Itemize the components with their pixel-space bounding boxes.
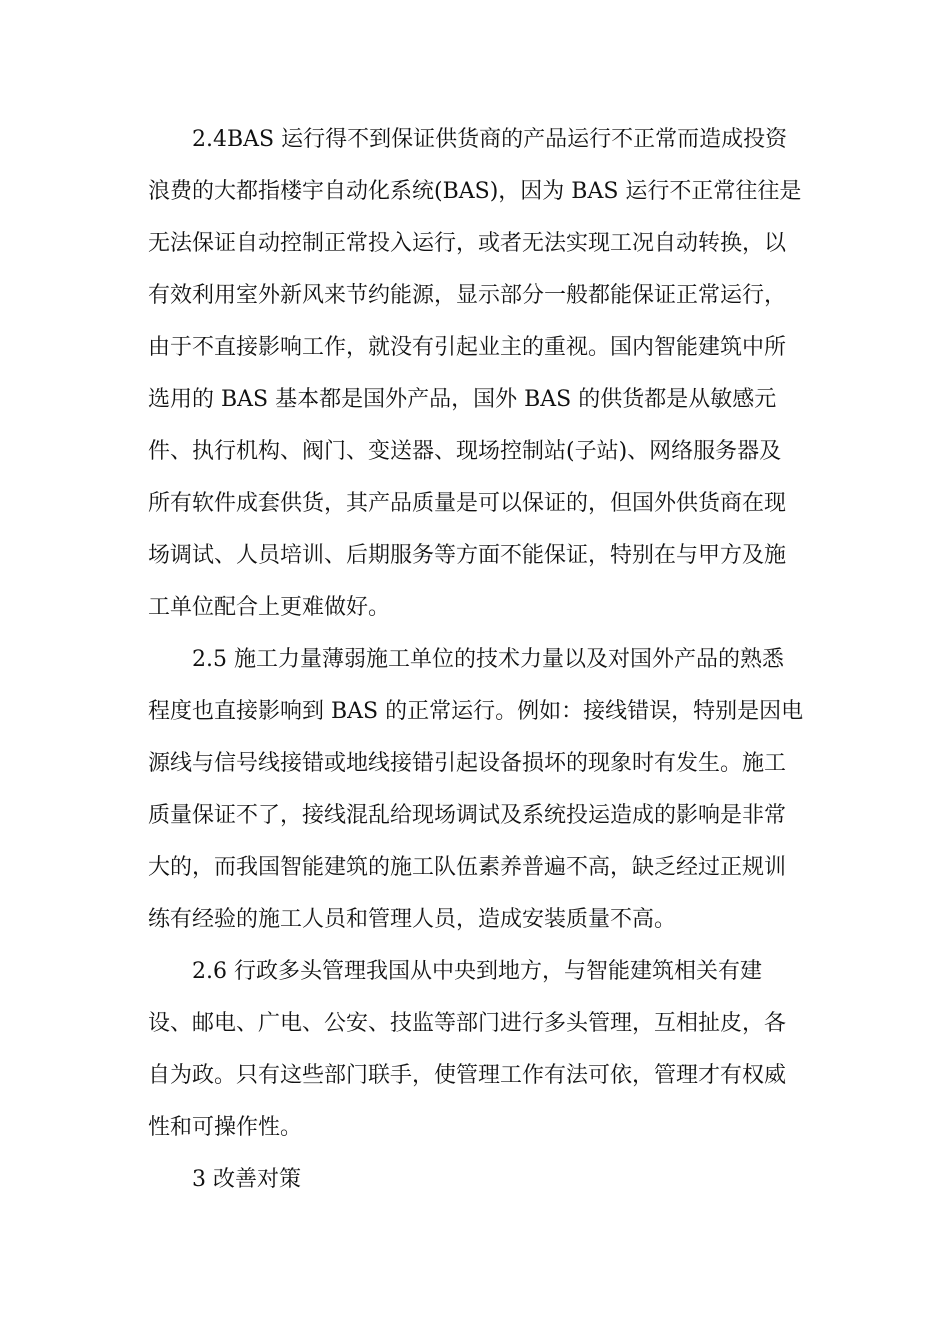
text-line: 工单位配合上更难做好。: [148, 595, 391, 620]
text-line: 练有经验的施工人员和管理人员，造成安装质量不高。: [148, 907, 677, 932]
text-line: 大的，而我国智能建筑的施工队伍素养普遍不高，缺乏经过正规训: [148, 855, 787, 880]
text-line: 场调试、人员培训、后期服务等方面不能保证，特别在与甲方及施: [148, 543, 787, 568]
text-line: 性和可操作性。: [148, 1115, 303, 1140]
text-line: 所有软件成套供货，其产品质量是可以保证的，但国外供货商在现: [148, 491, 787, 516]
text-line: 由于不直接影响工作，就没有引起业主的重视。国内智能建筑中所: [148, 335, 787, 360]
text-line: 2.6 行政多头管理我国从中央到地方，与智能建筑相关有建: [192, 959, 762, 984]
text-line: 有效利用室外新风来节约能源，显示部分一般都能保证正常运行，: [148, 283, 787, 308]
section-heading-3: [148, 1154, 808, 1206]
text-line: 浪费的大都指楼宇自动化系统(BAS)，因为 BAS 运行不正常往往是: [148, 179, 802, 204]
paragraph-2-5-construction: [148, 634, 808, 946]
text-line: 2.4BAS 运行得不到保证供货商的产品运行不正常而造成投资: [192, 127, 788, 152]
document-body: [148, 114, 808, 1206]
paragraph-2-4-bas-operation: [148, 114, 808, 634]
text-line: 件、执行机构、阀门、变送器、现场控制站(子站)、网络服务器及: [148, 439, 782, 464]
text-line: 设、邮电、广电、公安、技监等部门进行多头管理，互相扯皮，各: [148, 1011, 787, 1036]
text-line: 选用的 BAS 基本都是国外产品，国外 BAS 的供货都是从敏感元: [148, 387, 777, 412]
text-line: 源线与信号线接错或地线接错引起设备损坏的现象时有发生。施工: [148, 751, 787, 776]
paragraph-2-6-administration: [148, 946, 808, 1154]
text-line: 无法保证自动控制正常投入运行，或者无法实现工况自动转换，以: [148, 231, 787, 256]
text-line: 程度也直接影响到 BAS 的正常运行。例如：接线错误，特别是因电: [148, 699, 804, 724]
section-title: 3 改善对策: [192, 1167, 301, 1192]
text-line: 2.5 施工力量薄弱施工单位的技术力量以及对国外产品的熟悉: [192, 647, 784, 672]
text-line: 自为政。只有这些部门联手，使管理工作有法可依，管理才有权威: [148, 1063, 787, 1088]
text-line: 质量保证不了，接线混乱给现场调试及系统投运造成的影响是非常: [148, 803, 787, 828]
